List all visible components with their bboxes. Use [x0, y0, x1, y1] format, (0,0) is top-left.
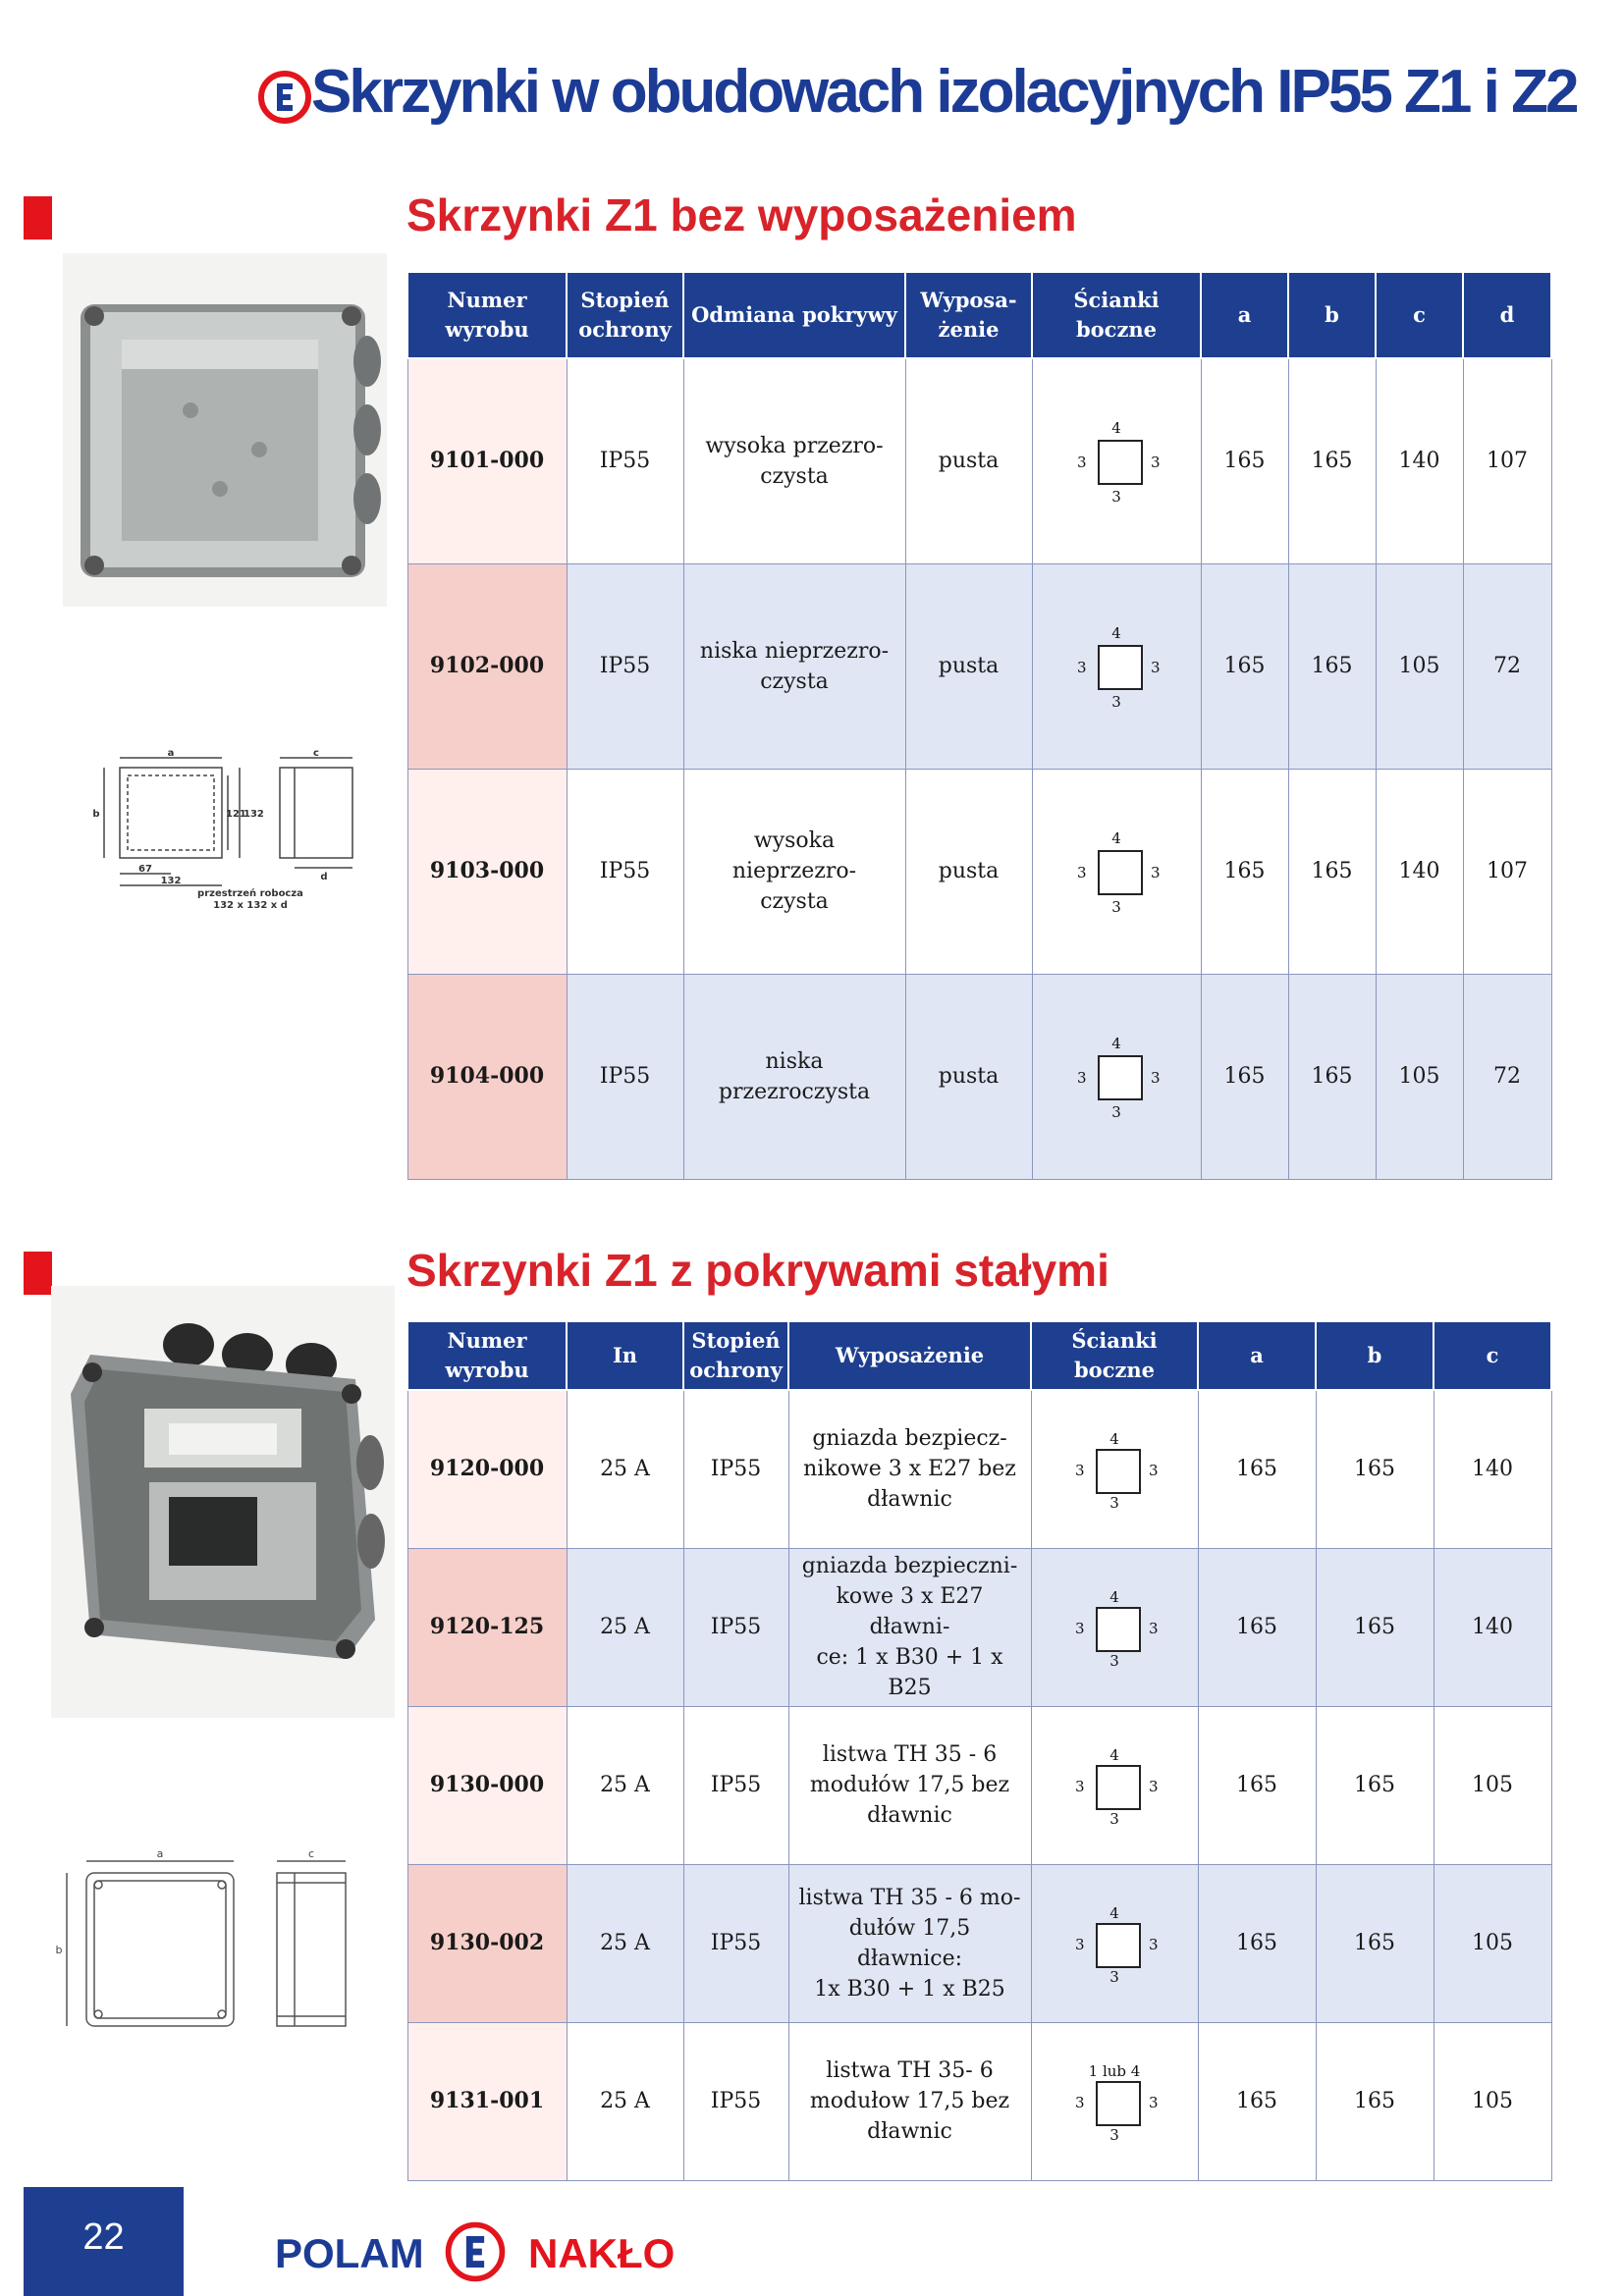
cell-a: 165: [1198, 1706, 1316, 1864]
cell-odmiana: niska przezroczysta: [683, 974, 905, 1179]
side-walls-diagram: 4 3 3 3: [1075, 1587, 1159, 1670]
cell-c: 105: [1434, 2022, 1551, 2180]
table1-header-c: c: [1376, 272, 1463, 358]
cell-scianki: [1032, 974, 1201, 1179]
cell-stopien: IP55: [683, 1390, 788, 1548]
cell-d: 72: [1463, 974, 1551, 1179]
cell-in: 25 A: [567, 1706, 683, 1864]
side-walls-diagram: 4 3 3 3: [1075, 1903, 1159, 1986]
cell-stopien: IP55: [567, 563, 683, 769]
cell-b: 165: [1316, 2022, 1434, 2180]
drawing2-label-a: a: [156, 1847, 164, 1860]
cell-b: 165: [1288, 974, 1376, 1179]
table2-header-b: b: [1316, 1321, 1434, 1390]
cell-odmiana: niska nieprzezro- czysta: [683, 563, 905, 769]
side-walls-diagram: 4 3 3 3: [1077, 623, 1161, 711]
table2-header-a: a: [1198, 1321, 1316, 1390]
section1-title: Skrzynki Z1 bez wyposażeniem: [406, 189, 1077, 240]
side-walls-diagram: 4 3 3 3: [1075, 1745, 1159, 1828]
table1-header-numer: Numer wyrobu: [407, 272, 567, 358]
cell-wyposazenie: gniazda bezpieczni- kowe 3 x E27 dławni- ce: 1 x B30 + 1 x B25: [788, 1548, 1031, 1706]
cell-scianki: [1031, 1548, 1198, 1706]
drawing1-caption-line2: 132 x 132 x d: [213, 900, 288, 911]
drawing1-caption-line1: przestrzeń robocza: [197, 888, 303, 899]
table2-header-stopien: Stopień ochrony: [683, 1321, 788, 1390]
table1-header-wyposazenie: Wyposa- żenie: [905, 272, 1032, 358]
table2-header-wyposazenie: Wyposażenie: [788, 1321, 1031, 1390]
side-walls-diagram: 1 lub 4 3 3 3: [1075, 2061, 1159, 2144]
page-number-box: [24, 2187, 184, 2296]
cell-stopien: IP55: [567, 769, 683, 974]
cell-c: 105: [1434, 1706, 1551, 1864]
cell-b: 165: [1288, 563, 1376, 769]
cell-wyposazenie: listwa TH 35 - 6 modułów 17,5 bez dławnic: [788, 1706, 1031, 1864]
cell-in: 25 A: [567, 1548, 683, 1706]
table-row: [407, 2022, 1551, 2180]
brand-naklo: NAKŁO: [528, 2230, 676, 2276]
cell-c: 140: [1434, 1390, 1551, 1548]
cell-a: 165: [1201, 769, 1288, 974]
cell-wyposazenie: listwa TH 35 - 6 mo- dułów 17,5 dławnice: 1x B30 + 1 x B25: [788, 1864, 1031, 2022]
cell-b: 165: [1316, 1706, 1434, 1864]
product-photo-9120: [51, 1286, 395, 1718]
table1-header-odmiana: Odmiana pokrywy: [683, 272, 905, 358]
cell-numer: 9130-002: [407, 1864, 567, 2022]
cell-b: 165: [1288, 358, 1376, 563]
drawing1-label-132v: 132: [243, 809, 264, 820]
cell-numer: 9101-000: [407, 358, 567, 563]
cell-a: 165: [1201, 974, 1288, 1179]
side-walls-diagram: 4 3 3 3: [1077, 828, 1161, 916]
cell-b: 165: [1316, 1548, 1434, 1706]
cell-wyposazenie: pusta: [905, 563, 1032, 769]
cell-odmiana: wysoka przezro- czysta: [683, 358, 905, 563]
drawing1-label-67: 67: [138, 864, 152, 875]
table-row: [407, 1390, 1551, 1548]
cell-c: 140: [1376, 358, 1463, 563]
cell-c: 140: [1434, 1548, 1551, 1706]
table1-header-scianki: Ścianki boczne: [1032, 272, 1201, 358]
cell-d: 107: [1463, 769, 1551, 974]
drawing1-label-121: 121: [226, 809, 246, 820]
table-row: [407, 769, 1551, 974]
page-number: 22: [82, 2216, 125, 2258]
table-row: [407, 563, 1551, 769]
cell-wyposazenie: pusta: [905, 358, 1032, 563]
cell-numer: 9104-000: [407, 974, 567, 1179]
cell-a: 165: [1198, 1390, 1316, 1548]
drawing2-label-c: c: [307, 1847, 315, 1860]
cell-wyposazenie: pusta: [905, 974, 1032, 1179]
polam-footer-logo-icon: [444, 2220, 507, 2283]
table1-header-stopien: Stopień ochrony: [567, 272, 683, 358]
cell-d: 72: [1463, 563, 1551, 769]
section2-marker: [24, 1252, 52, 1295]
cell-c: 105: [1376, 974, 1463, 1179]
drawing2-label-b: b: [55, 1944, 63, 1956]
drawing1-label-a: a: [167, 748, 175, 759]
cell-in: 25 A: [567, 2022, 683, 2180]
drawing1-label-b: b: [92, 809, 100, 820]
cell-numer: 9130-000: [407, 1706, 567, 1864]
cell-c: 105: [1376, 563, 1463, 769]
drawing1-label-132h: 132: [160, 876, 182, 886]
table-row: [407, 358, 1551, 563]
table2-header-numer: Numer wyrobu: [407, 1321, 567, 1390]
drawing1-label-c: c: [313, 748, 319, 759]
cell-stopien: IP55: [683, 1864, 788, 2022]
section2-title: Skrzynki Z1 z pokrywami stałymi: [406, 1245, 1109, 1296]
side-walls-diagram: 4 3 3 3: [1077, 1034, 1161, 1121]
table-z1-bez-wyposazenia: [406, 271, 1552, 1180]
cell-wyposazenie: gniazda bezpiecz- nikowe 3 x E27 bez dławnic: [788, 1390, 1031, 1548]
cell-in: 25 A: [567, 1390, 683, 1548]
page-title-text: Skrzynki w obudowach izolacyjnych IP55 Z1 i Z2: [311, 58, 1577, 126]
cell-d: 107: [1463, 358, 1551, 563]
cell-b: 165: [1288, 769, 1376, 974]
cell-numer: 9120-125: [407, 1548, 567, 1706]
cell-numer: 9120-000: [407, 1390, 567, 1548]
cell-wyposazenie: listwa TH 35- 6 modułow 17,5 bez dławnic: [788, 2022, 1031, 2180]
table-row: [407, 1706, 1551, 1864]
cell-scianki: [1031, 1390, 1198, 1548]
section1-marker: [24, 196, 52, 240]
cell-b: 165: [1316, 1390, 1434, 1548]
cell-b: 165: [1316, 1864, 1434, 2022]
cell-stopien: IP55: [567, 974, 683, 1179]
table2-header-scianki: Ścianki boczne: [1031, 1321, 1198, 1390]
table1-header-d: d: [1463, 272, 1551, 358]
cell-a: 165: [1198, 1864, 1316, 2022]
cell-scianki: [1031, 1864, 1198, 2022]
cell-odmiana: wysoka nieprzezro- czysta: [683, 769, 905, 974]
cell-c: 140: [1376, 769, 1463, 974]
cell-numer: 9102-000: [407, 563, 567, 769]
side-walls-diagram: 4 3 3 3: [1075, 1429, 1159, 1512]
product-photo-9101: [63, 253, 387, 607]
technical-drawing-z1-fixed-cover: [51, 1845, 395, 2052]
cell-stopien: IP55: [683, 2022, 788, 2180]
cell-numer: 9131-001: [407, 2022, 567, 2180]
cell-scianki: [1032, 563, 1201, 769]
cell-scianki: [1032, 769, 1201, 974]
table2-header-in: In: [567, 1321, 683, 1390]
cell-scianki: [1031, 1706, 1198, 1864]
cell-numer: 9103-000: [407, 769, 567, 974]
cell-stopien: IP55: [683, 1706, 788, 1864]
cell-a: 165: [1201, 358, 1288, 563]
cell-a: 165: [1198, 2022, 1316, 2180]
table1-header-row: [407, 272, 1551, 358]
cell-a: 165: [1201, 563, 1288, 769]
table2-header-row: [407, 1321, 1551, 1390]
table-row: [407, 1864, 1551, 2022]
page-title: [250, 57, 1576, 127]
table-row: [407, 974, 1551, 1179]
table1-header-b: b: [1288, 272, 1376, 358]
technical-drawing-z1: [79, 746, 373, 913]
side-walls-diagram: 4 3 3 3: [1077, 418, 1161, 506]
polam-logo-icon: [257, 70, 312, 125]
table-row: [407, 1548, 1551, 1706]
cell-in: 25 A: [567, 1864, 683, 2022]
cell-a: 165: [1198, 1548, 1316, 1706]
cell-scianki: [1031, 2022, 1198, 2180]
table-z1-pokrywy-stale: [406, 1320, 1552, 2181]
cell-wyposazenie: pusta: [905, 769, 1032, 974]
table1-header-a: a: [1201, 272, 1288, 358]
cell-stopien: IP55: [567, 358, 683, 563]
cell-stopien: IP55: [683, 1548, 788, 1706]
table2-header-c: c: [1434, 1321, 1551, 1390]
cell-scianki: [1032, 358, 1201, 563]
drawing1-label-d: d: [320, 872, 328, 882]
cell-c: 105: [1434, 1864, 1551, 2022]
brand-polam: POLAM: [275, 2230, 424, 2276]
